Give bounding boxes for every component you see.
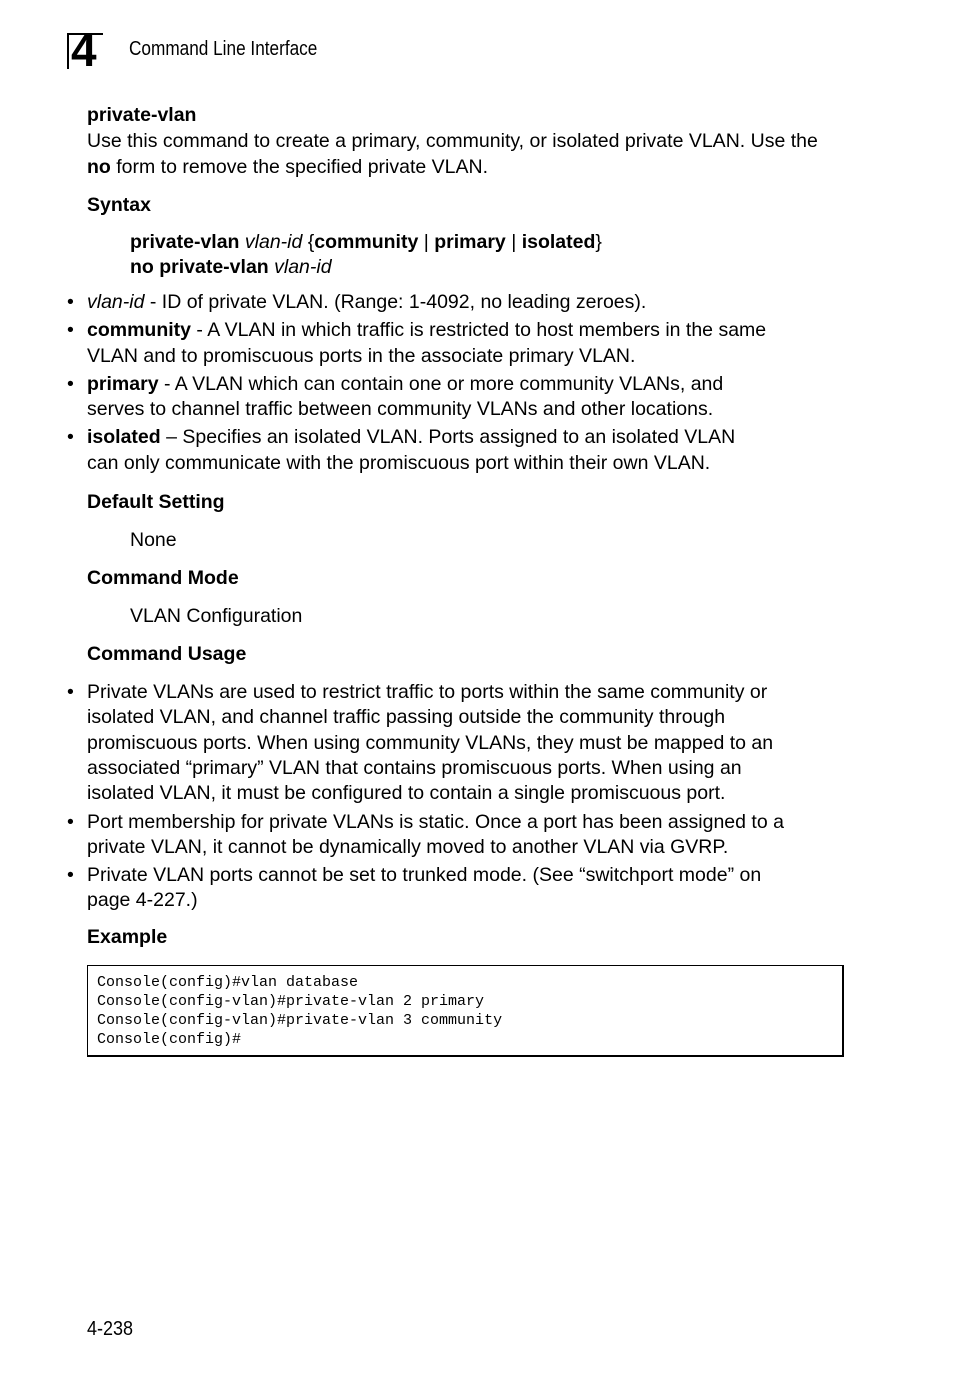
chapter-marker	[67, 24, 103, 76]
syntax-option: isolated	[521, 231, 596, 253]
code-line: Console(config)#	[97, 1030, 242, 1048]
bullet-icon: •	[67, 864, 74, 887]
parameter-term: community	[87, 319, 192, 342]
chapter-number: 4	[71, 24, 96, 76]
bullet-icon: •	[67, 810, 74, 833]
main-content	[67, 104, 847, 1057]
parameter-term: isolated	[87, 426, 161, 449]
command-title: private-vlan	[87, 104, 197, 126]
command-usage-heading: Command Usage	[87, 643, 247, 666]
list-item	[67, 863, 787, 914]
parameter-term: vlan-id	[87, 291, 145, 313]
parameter-term: primary	[87, 372, 159, 395]
syntax-parameter-list	[67, 290, 767, 476]
syntax-line-1	[130, 230, 847, 255]
bullet-icon: •	[67, 426, 74, 449]
code-line: Console(config-vlan)#private-vlan 2 primary	[97, 992, 485, 1010]
command-usage-list	[67, 680, 787, 914]
code-line: Console(config)#vlan database	[97, 973, 359, 991]
syntax-brace: {	[307, 231, 315, 253]
bullet-icon: •	[67, 291, 74, 313]
list-item	[67, 372, 767, 423]
page-number: 4-238	[87, 1318, 134, 1340]
default-setting-value: None	[130, 529, 177, 552]
syntax-argument: vlan-id	[274, 256, 332, 278]
description-text: Use this command to create a primary, community, or isolated private VLAN. Use the	[87, 130, 818, 152]
list-item	[67, 425, 767, 476]
bullet-icon: •	[67, 681, 74, 704]
description-keyword: no	[87, 155, 111, 178]
running-header-title: Command Line Interface	[129, 38, 318, 60]
default-setting-heading: Default Setting	[87, 491, 225, 514]
usage-text: Private VLAN ports cannot be set to trunked mode. (See “switchport mode” on page 4-227.)	[87, 864, 762, 912]
description-text: form to remove the specified private VLAN.	[110, 155, 488, 178]
syntax-command: no private-vlan	[130, 256, 269, 278]
code-line: Console(config-vlan)#private-vlan 3 community	[97, 1011, 503, 1029]
syntax-command: private-vlan	[130, 231, 240, 253]
list-item	[67, 680, 787, 806]
syntax-argument: vlan-id	[244, 231, 303, 253]
syntax-separator: |	[423, 231, 429, 253]
chapter-marker-border	[67, 33, 69, 69]
parameter-description: - A VLAN which can contain one or more community VLANs, and serves to channel traffic between community VLANs and other locations.	[87, 372, 724, 421]
list-item	[67, 810, 787, 861]
syntax-option: primary	[434, 231, 506, 253]
command-mode-heading: Command Mode	[87, 567, 239, 590]
command-description	[87, 129, 827, 180]
parameter-description: - ID of private VLAN. (Range: 1-4092, no leading zeroes).	[144, 291, 647, 313]
usage-text: Private VLANs are used to restrict traffic to ports within the same community or isolated VLAN, and channel traffic passing outside the community through promiscuous ports. When using community VLANs, they must be mapped to an associated “primary” VLAN that contains promiscuous ports. When using an isolated VLAN, it must be configured to contain a single promiscuous port.	[87, 681, 774, 805]
parameter-description: – Specifies an isolated VLAN. Ports assigned to an isolated VLAN can only communicate with the promiscuous port within their own VLAN.	[87, 426, 736, 474]
bullet-icon: •	[67, 319, 74, 342]
syntax-separator: |	[511, 231, 517, 253]
list-item	[67, 290, 767, 315]
code-example-box	[87, 965, 844, 1057]
syntax-option: community	[314, 231, 419, 253]
usage-text: Port membership for private VLANs is static. Once a port has been assigned to a private VLAN, it cannot be dynamically moved to another VLAN via GVRP.	[87, 810, 784, 858]
bullet-icon: •	[67, 372, 74, 395]
list-item	[67, 318, 767, 369]
command-mode-value: VLAN Configuration	[130, 605, 303, 628]
parameter-description: - A VLAN in which traffic is restricted to host members in the same VLAN and to promiscuous ports in the associate primary VLAN.	[87, 319, 767, 367]
syntax-line-2	[130, 255, 847, 280]
example-heading: Example	[87, 925, 168, 948]
syntax-heading: Syntax	[87, 194, 151, 216]
syntax-brace: }	[595, 231, 602, 253]
